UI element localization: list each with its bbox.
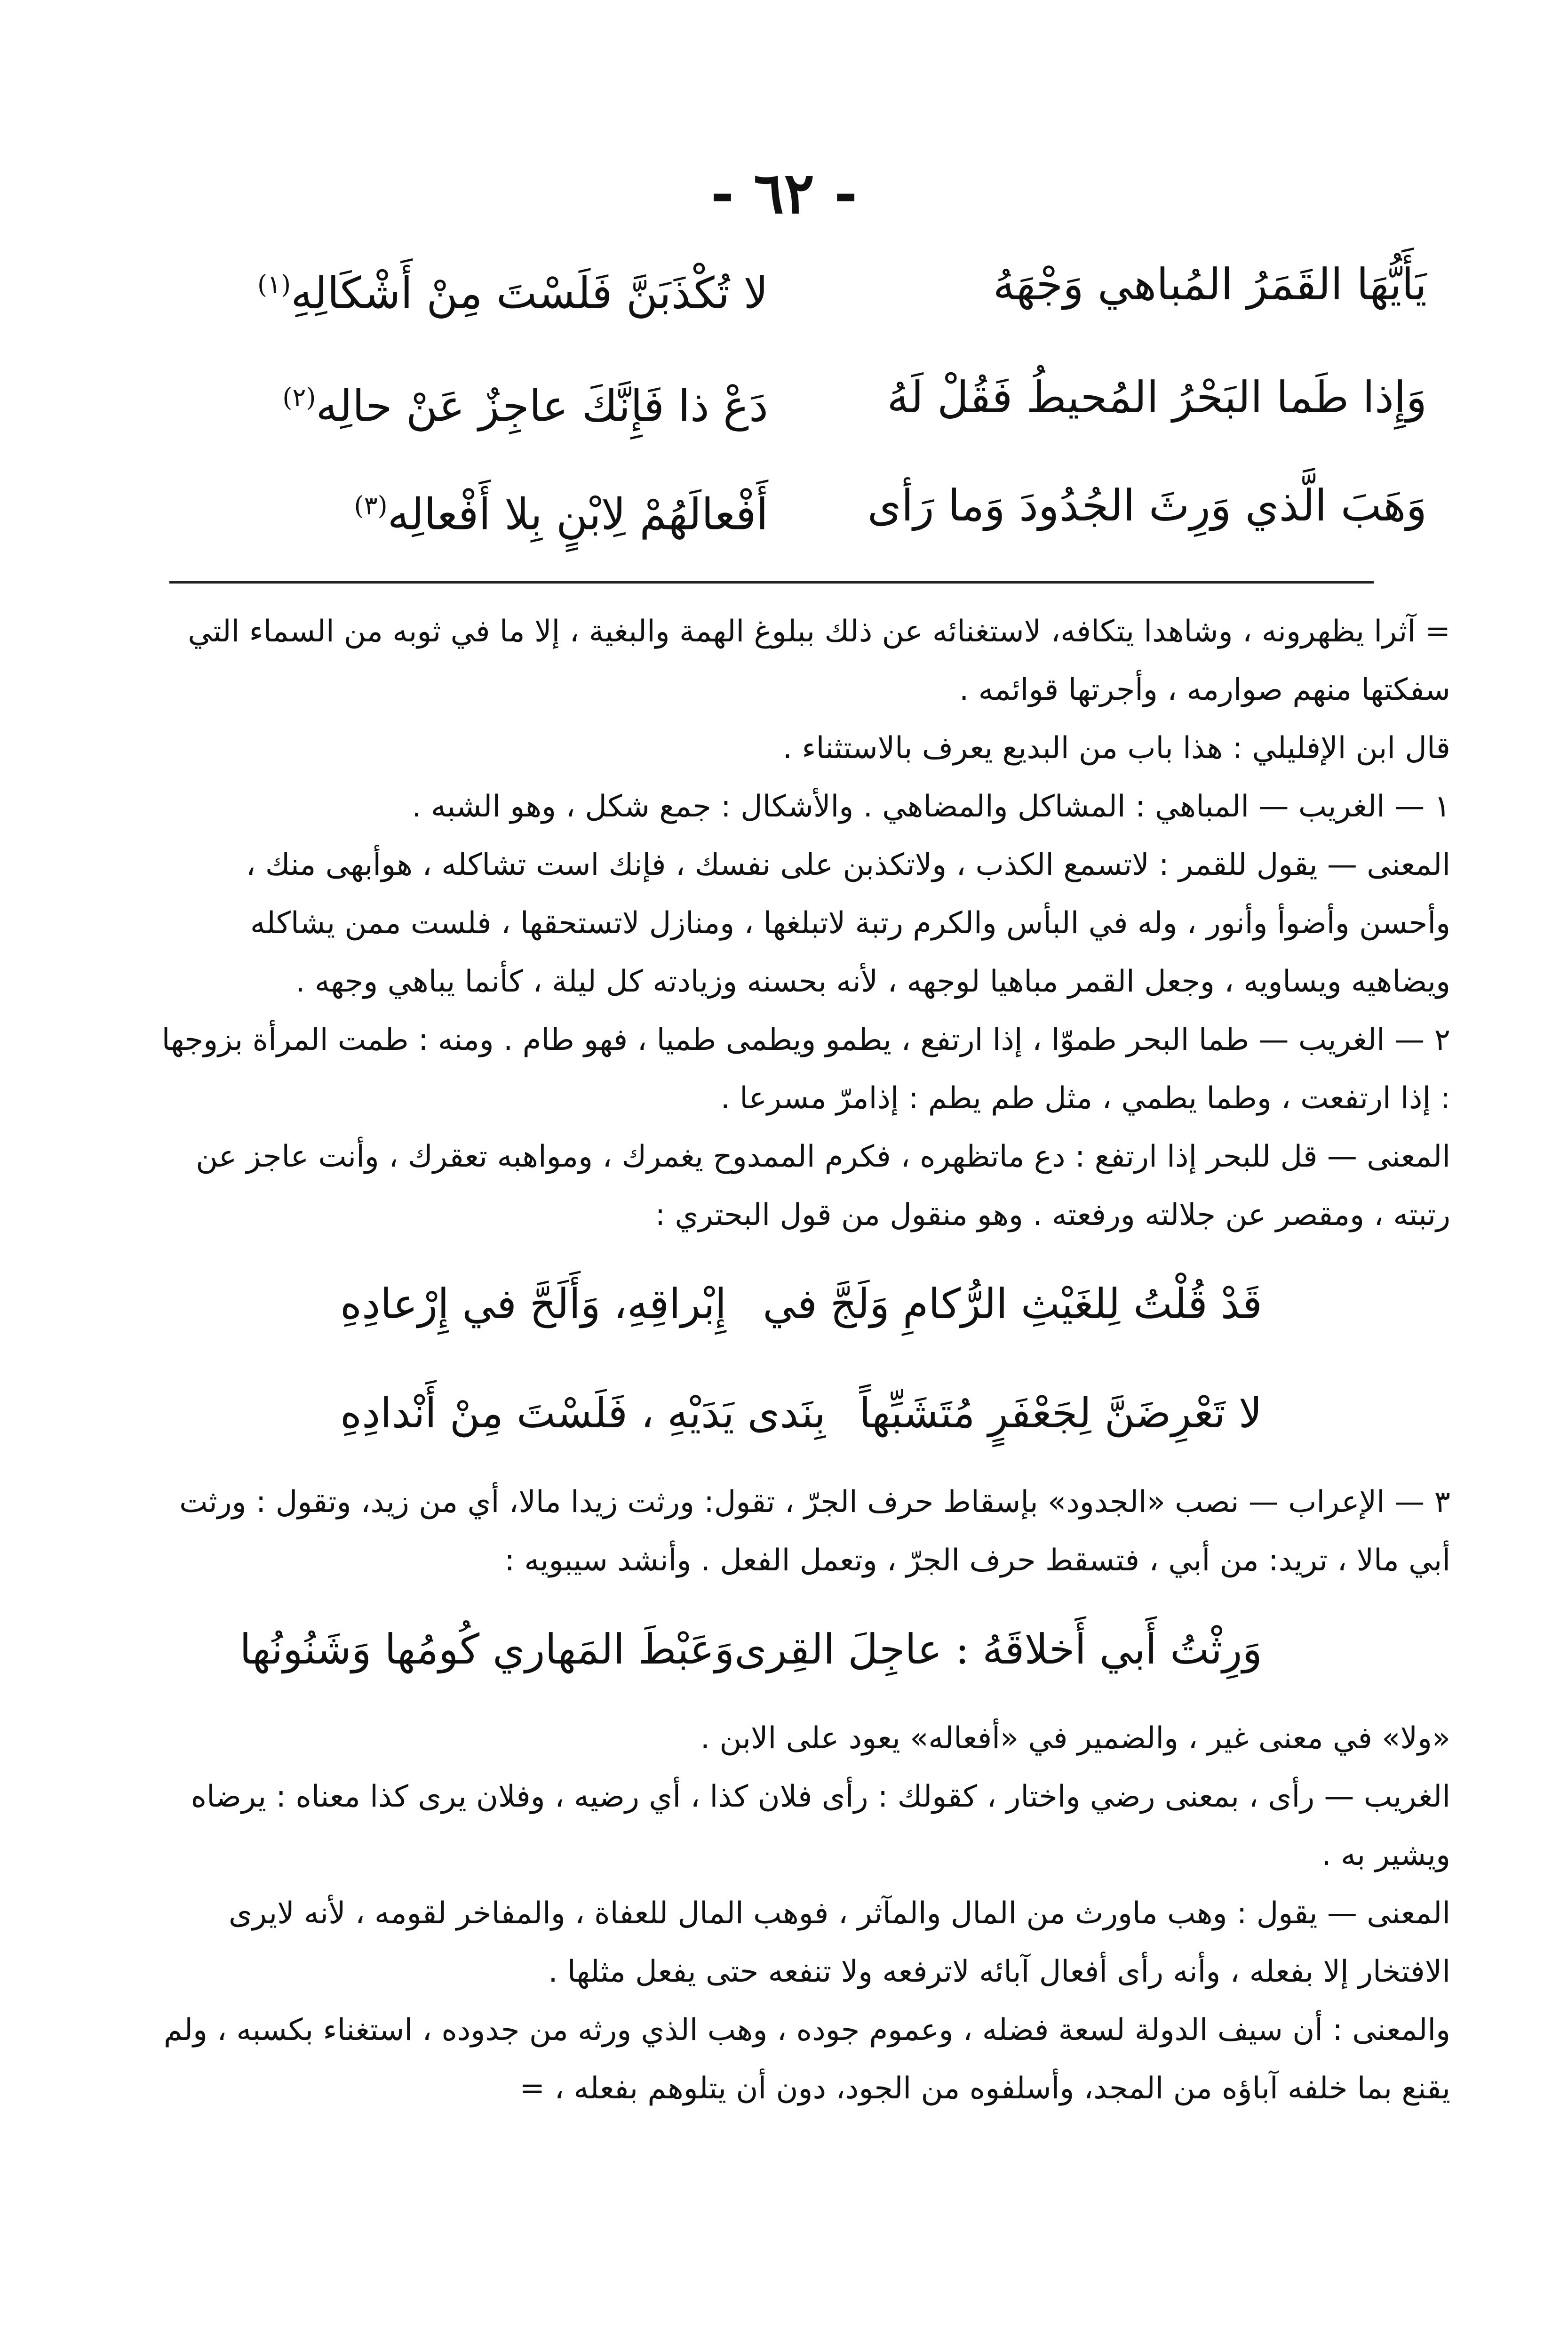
commentary-paragraph: الغريب — رأى ، بمعنى رضي واختار ، كقولك : رأى فلان كذا ، أي رضيه ، وفلان يرى كذا معناه : يرضاه ويشير به . bbox=[191, 1779, 1450, 1872]
commentary-paragraph: المعنى — يقول للقمر : لاتسمع الكذب ، ولاتكذبن على نفسك ، فإنك است تشاكله ، هوأبهى منك ، وأحسن وأضوأ وأنور ، وله في البأس والكرم رتبة لاتبلغها ، ومنازل لاتستحقها ، فلست ممن يشاكله ويضاهيه ويساويه ، وجعل القمر مباهيا لوجهه ، لأنه بحسنه وزيادته كل ليلة ، كأنما يباهي وجهه . bbox=[246, 848, 1450, 999]
footnote-marker-1: (١) bbox=[257, 270, 291, 299]
poem-line-3-hemistich-2-text: أَفْعالَهُمْ لِابْنٍ بِلا أَفْعالِه bbox=[387, 489, 768, 540]
quoted-verse-3-hemistich-1: وَرِثْتُ أَبي أَخلاقَهُ : عاجِلَ القِرى bbox=[734, 1625, 1262, 1673]
commentary-paragraph: ١ — الغريب — المباهي : المشاكل والمضاهي . والأشكال : جمع شكل ، وهو الشبه . bbox=[412, 789, 1450, 824]
poem-line-1-hemistich-2-text: لا تُكْذَبَنَّ فَلَسْتَ مِنْ أَشْكَالِهِ bbox=[291, 268, 768, 319]
poem-line-3-hemistich-2 bbox=[251, 466, 768, 546]
commentary-paragraph: ٢ — الغريب — طما البحر طموّا ، إذا ارتفع ، يطمو ويطمى طميا ، فهو طام . ومنه : طمت المرأة بزوجها : إذا ارتفعت ، وطما يطمي ، مثل طم يطم : إذامرّ مسرعا . bbox=[161, 1023, 1450, 1116]
poem-line-3-hemistich-1: وَهَبَ الَّذي وَرِثَ الجُدُودَ وَما رَأى bbox=[867, 480, 1427, 531]
commentary-paragraph: «ولا» في معنى غير ، والضمير في «أفعاله» يعود على الابن . bbox=[700, 1721, 1450, 1756]
quoted-verse-2-hemistich-1: لا تَعْرِضَنَّ لِجَعْفَرٍ مُتَشَبِّهاً bbox=[859, 1389, 1262, 1437]
quoted-verse-3-hemistich-2: وَعَبْطَ المَهاري كُومُها وَشَنُونُها bbox=[239, 1625, 735, 1673]
poem-line-2-hemistich-2 bbox=[251, 358, 768, 438]
poem-line-2-hemistich-1: وَإِذا طَما البَحْرُ المُحيطُ فَقُلْ لَهُ bbox=[887, 372, 1427, 423]
quoted-verse-sibawayh bbox=[239, 1600, 1262, 1699]
commentary-paragraph: قال ابن الإفليلي : هذا باب من البديع يعرف بالاستثناء . bbox=[782, 731, 1450, 766]
quoted-verse-1-hemistich-2: إِبْراقِهِ، وَأَلَحَّ في إِرْعادِهِ bbox=[340, 1280, 727, 1328]
poem-line-1-hemistich-1: يَأَيُّهَا القَمَرُ المُباهي وَجْهَهُ bbox=[993, 259, 1427, 310]
poem-line-1-hemistich-2 bbox=[251, 245, 768, 325]
commentary-paragraph: ٣ — الإعراب — نصب «الجدود» بإسقاط حرف الجرّ ، تقول: ورثت زيدا مالا، أي من زيد، وتقول : ورثت أبي مالا ، تريد: من أبي ، فتسقط حرف الجرّ ، وتعمل الفعل . وأنشد سيبويه : bbox=[179, 1485, 1450, 1578]
footnote-marker-2: (٢) bbox=[282, 383, 316, 412]
poem-line-1 bbox=[251, 245, 1427, 325]
commentary-paragraph: والمعنى : أن سيف الدولة لسعة فضله ، وعموم جوده ، وهب الذي ورثه من جدوده ، استغناء بكسبه ، ولم يقنع بما خلفه آباؤه من المجد، وأسلفوه من الجود، دون أن يتلوهم بفعله ، = bbox=[163, 2013, 1450, 2106]
quoted-verse-1-hemistich-1: قَدْ قُلْتُ لِلغَيْثِ الرُّكامِ وَلَجَّ في bbox=[763, 1280, 1262, 1328]
footnote-marker-3: (٣) bbox=[354, 491, 388, 520]
commentary-body bbox=[152, 602, 1450, 2118]
quoted-verse-line-2 bbox=[340, 1364, 1262, 1463]
page-number: - ٦٢ - bbox=[710, 160, 858, 226]
separator-rule bbox=[169, 581, 1374, 584]
poem-line-2 bbox=[251, 358, 1427, 438]
quoted-verse-line-1 bbox=[340, 1255, 1262, 1353]
quoted-verse-2-hemistich-2: بِنَدى يَدَيْهِ ، فَلَسْتَ مِنْ أَنْدادِهِ bbox=[340, 1389, 826, 1437]
commentary-paragraph: المعنى — قل للبحر إذا ارتفع : دع ماتظهره ، فكرم الممدوح يغمرك ، ومواهبه تعقرك ، وأنت عاجز عن رتبته ، ومقصر عن جلالته ورفعته . وهو منقول من قول البحتري : bbox=[196, 1139, 1450, 1232]
poem-line-3 bbox=[251, 466, 1427, 546]
commentary-paragraph: المعنى — يقول : وهب ماورث من المال والمآثر ، فوهب المال للعفاة ، والمفاخر لقومه ، لأنه لايرى الافتخار إلا بفعله ، وأنه رأى أفعال آبائه لاترفعه ولا تنفعه حتى يفعل مثلها . bbox=[228, 1896, 1450, 1989]
poem-line-2-hemistich-2-text: دَعْ ذا فَإِنَّكَ عاجِزٌ عَنْ حالِه bbox=[316, 381, 768, 432]
commentary-paragraph: = آثرا يظهرونه ، وشاهدا يتكافه، لاستغنائه عن ذلك ببلوغ الهمة والبغية ، إلا ما في ثوبه من السماء التي سفكتها منهم صوارمه ، وأجرتها قوائمه . bbox=[188, 614, 1450, 707]
